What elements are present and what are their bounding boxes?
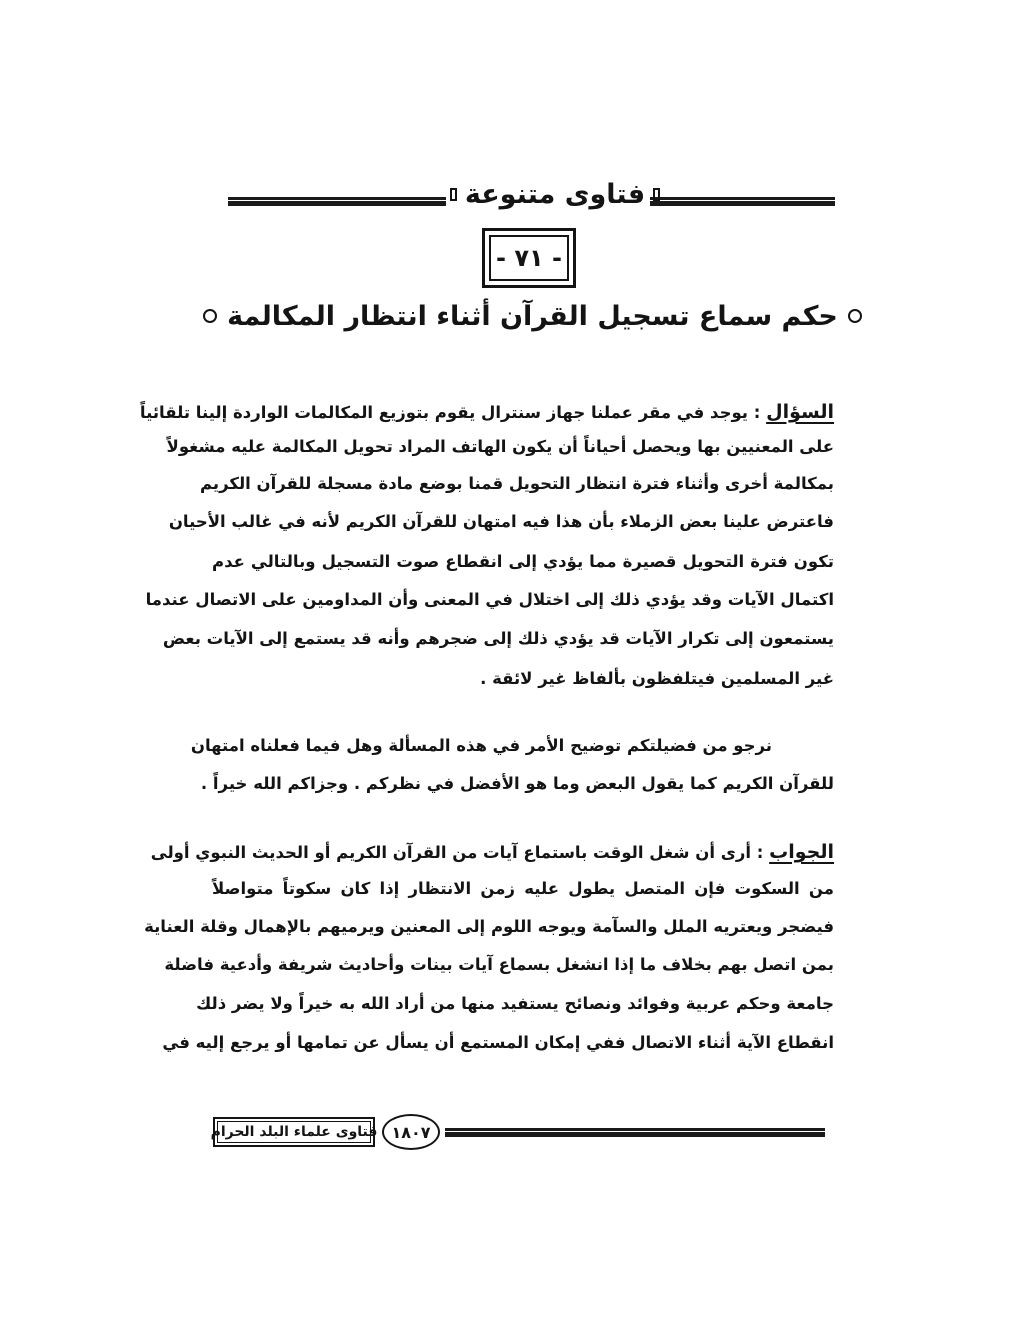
header-rule-right — [650, 197, 835, 206]
question-line: على المعنيين بها ويحصل أحياناً أن يكون الهاتف المراد تحويل المكالمة عليه مشغولاً — [166, 437, 834, 456]
question-line: بمكالمة أخرى وأثناء فترة انتظار التحويل قمنا بوضع مادة مسجلة للقرآن الكريم — [199, 474, 834, 493]
fatwa-number-box — [482, 228, 576, 288]
question-line: يستمعون إلى تكرار الآيات قد يؤدي ذلك إلى ضجرهم وأنه قد يستمع إلى الآيات بعض — [162, 629, 834, 648]
fatwa-title: حكم سماع تسجيل القرآن أثناء انتظار المكالمة — [227, 300, 838, 332]
answer-line — [150, 835, 834, 869]
question-line: فاعترض علينا بعض الزملاء بأن هذا فيه امتهان للقرآن الكريم لأنه في غالب الأحيان — [168, 512, 834, 531]
request-line: نرجو من فضيلتكم توضيح الأمر في هذه المسألة وهل فيما فعلناه امتهان — [190, 736, 772, 755]
footer-book-title: فتاوى علماء البلد الحرام — [217, 1121, 371, 1143]
page-number: ١٨٠٧ — [382, 1114, 440, 1150]
answer-line: انقطاع الآية أثناء الاتصال ففي إمكان المستمع أن يسأل عن تمامها أو يرجع إليه في — [162, 1033, 834, 1052]
question-line — [139, 395, 834, 429]
square-ornament-icon — [653, 188, 660, 201]
section-title: فتاوى متنوعة — [464, 178, 646, 210]
question-line-text: : يوجد في مقر عملنا جهاز سنترال يقوم بتوزيع المكالمات الواردة إلينا تلقائياً — [139, 403, 761, 422]
header-rule-left — [228, 197, 446, 206]
answer-line: جامعة وحكم عربية وفوائد ونصائح يستفيد منها من أراد الله به خيراً ولا يضر ذلك — [196, 994, 834, 1013]
question-line: غير المسلمين فيتلفظون بألفاظ غير لائقة . — [480, 669, 834, 688]
answer-line: فيضجر ويعتريه الملل والسآمة ويوجه اللوم إلى المعنين ويرميهم بالإهمال وقلة العناية — [144, 917, 834, 936]
question-label: السؤال — [766, 401, 834, 423]
question-line: تكون فترة التحويل قصيرة مما يؤدي إلى انقطاع صوت التسجيل وبالتالي عدم — [212, 552, 834, 571]
answer-label: الجواب — [769, 841, 834, 863]
answer-line: بمن اتصل بهم بخلاف ما إذا انشغل بسماع آيات بينات وأحاديث شريفة وأدعية فاضلة — [164, 955, 834, 974]
question-line: اكتمال الآيات وقد يؤدي ذلك إلى اختلال في المعنى وأن المداومين على الاتصال عندما — [145, 590, 834, 609]
circle-ornament-icon — [203, 309, 217, 323]
request-line: للقرآن الكريم كما يقول البعض وما هو الأفضل في نظركم . وجزاكم الله خيراً . — [200, 774, 834, 793]
answer-line: من السكوت فإن المتصل يطول عليه زمن الانتظار إذا كان سكوتاً متواصلاً — [212, 879, 834, 898]
fatwa-title-row — [227, 292, 838, 340]
footer-book-title-box — [210, 1117, 378, 1147]
square-ornament-icon — [450, 188, 457, 201]
section-header — [450, 172, 660, 216]
answer-line-text: : أرى أن شغل الوقت باستماع آيات من القرآن الكريم أو الحديث النبوي أولى — [150, 843, 764, 862]
footer-rule — [445, 1128, 825, 1137]
circle-ornament-icon — [848, 309, 862, 323]
fatwa-number: - ٧١ - — [489, 235, 569, 281]
